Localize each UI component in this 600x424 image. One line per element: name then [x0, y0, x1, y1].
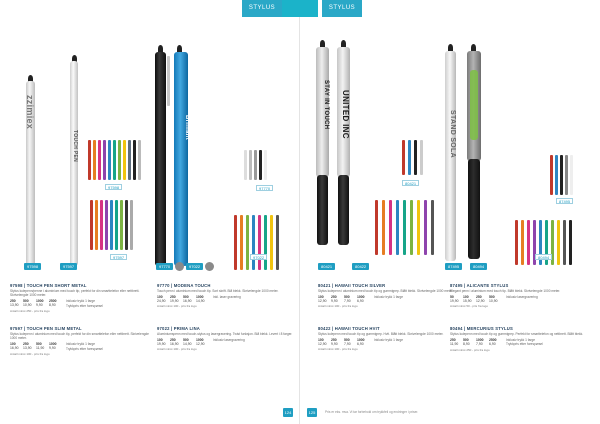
qty-cell: 250 — [10, 299, 16, 304]
product-footnote: Antall minst 250 - pris fra logo — [10, 308, 50, 313]
pen-logo-stay: STAY IN TOUCH — [323, 80, 329, 130]
stylus-tip — [158, 45, 163, 52]
pen-logo-zzimiex: zzimiex — [25, 95, 35, 130]
price-cell: 13,90 — [23, 346, 32, 351]
footer-note: Pris er eks. mva. Vi tar forbehold om trykkfeil og endringer i priser. — [325, 410, 419, 414]
pen-80422-grip — [338, 175, 349, 245]
qty-cell: 250 — [331, 338, 337, 343]
price-cell: 7,90 — [344, 342, 351, 347]
swatch-tag: 97598 — [105, 184, 122, 190]
price-cell: 8,90 — [463, 342, 470, 347]
price-cell: 9,90 — [36, 303, 43, 308]
qty-cell: 250 — [476, 295, 482, 300]
product-description: Elegant penn i aluminium med touch tip. Blått blekk. Skrivelengde 1000 meter. — [450, 289, 561, 293]
stylus-tip — [448, 44, 453, 51]
price-cell: 7,90 — [344, 299, 351, 304]
product-tag: 97597 — [60, 263, 77, 270]
product-title: 97598 | TOUCH PEN SHORT METAL — [10, 283, 87, 288]
product-tag: 97598 — [24, 263, 41, 270]
price-table — [318, 338, 458, 346]
product-description: Stylus kulepenn/penne i aluminium med touch tip, perfekt for din smarttelefon eller nettbrett. Skrivelengde 1000 meter. — [10, 289, 140, 298]
header-label-left: STYLUS — [242, 0, 282, 17]
price-cell: 14,90 — [183, 342, 192, 347]
product-description: Aluminiumspenn med touch-stylus og lasergravering. Twist funksjon. Blå blekk. Levert i 8 farger. — [157, 332, 293, 336]
qty-cell: 1000 — [49, 342, 57, 347]
price-cell: 13,90 — [10, 303, 19, 308]
header-label-right: STYLUS — [322, 0, 362, 17]
qty-cell: 100 — [318, 338, 324, 343]
page-number-right: 125 — [308, 410, 316, 415]
price-table — [318, 295, 458, 303]
product-tag: 80494 — [470, 263, 487, 270]
qty-cell: 100 — [157, 338, 163, 343]
price-cell: 14,90 — [196, 299, 205, 304]
pen-clip — [167, 56, 170, 106]
qty-cell: 1000 — [357, 295, 365, 300]
price-note: Inklusiv trykk 1 farge Trykkpris etter forespørsel — [506, 338, 543, 347]
stylus-tip — [177, 45, 182, 52]
stylus-tip — [341, 40, 346, 47]
price-cell: 24,90 — [157, 299, 166, 304]
stylus-tip — [320, 40, 325, 47]
price-cell: 9,90 — [49, 346, 56, 351]
price-table — [157, 338, 297, 346]
price-note: Inklusiv lasergravering — [506, 295, 538, 300]
product-footnote: Antall minst 100 - pris fra logo — [157, 347, 197, 352]
product-block-80421 — [318, 283, 458, 308]
product-title: 97770 | MODENA TOUCH — [157, 283, 211, 288]
price-cell: 8,90 — [49, 303, 56, 308]
qty-cell: 1000 — [196, 338, 204, 343]
price-cell: 11,90 — [450, 342, 459, 347]
pen-80421-grip — [317, 175, 328, 245]
qty-cell: 250 — [450, 338, 456, 343]
price-cell: 6,90 — [357, 342, 364, 347]
swatch-tag: 97022 — [250, 254, 267, 260]
price-cell: 11,90 — [36, 346, 45, 351]
page-gutter — [299, 0, 300, 424]
product-block-97770 — [157, 283, 297, 308]
swatch-tag: 97770 — [256, 185, 273, 191]
product-title: 97597 | TOUCH PEN SLIM METAL — [10, 326, 82, 331]
qty-cell: 2500 — [489, 338, 497, 343]
price-cell: 15,90 — [463, 299, 472, 304]
swatch-tag: 97597 — [110, 254, 127, 260]
price-table — [450, 295, 590, 303]
product-tag: 97022 — [186, 263, 203, 270]
price-cell: 6,90 — [489, 342, 496, 347]
product-tag: 80421 — [318, 263, 335, 270]
price-note: Inklusiv trykk 1 farge Trykkpris etter forespørsel — [66, 342, 103, 351]
qty-cell: 1000 — [357, 338, 365, 343]
product-block-97598 — [10, 283, 150, 313]
price-cell: 19,90 — [157, 342, 166, 347]
product-title: 80494 | MERCURIUS STYLUS — [450, 326, 513, 331]
qty-cell: 50 — [450, 295, 454, 300]
qty-cell: 1000 — [36, 299, 44, 304]
qty-cell: 500 — [463, 338, 469, 343]
pen-80494-grip — [468, 159, 480, 259]
stylus-tip — [471, 44, 476, 51]
product-description: Touch penn i aluminium med touch tip. Sort skrift. Blå blekk. Skrivelengde 1000 meter. — [157, 289, 279, 293]
price-cell: 19,90 — [170, 299, 179, 304]
product-footnote: Antall minst 50 - pris fra logo — [450, 304, 489, 309]
price-cell: 7,90 — [476, 342, 483, 347]
pen-logo-brilliant: Brilliant — [184, 115, 190, 141]
right-product-photos — [310, 20, 590, 270]
pen-logo-united: UNITED INC — [341, 90, 350, 139]
product-tag: 80422 — [352, 263, 369, 270]
qty-cell: 500 — [489, 295, 495, 300]
price-note: Inklusiv trykk 1 farge — [374, 338, 404, 343]
qty-cell: 100 — [463, 295, 469, 300]
product-tag: 97770 — [156, 263, 173, 270]
qty-cell: 250 — [170, 338, 176, 343]
qty-cell: 500 — [183, 295, 189, 300]
price-cell: 12,90 — [476, 299, 485, 304]
product-description: Stylus kulepenn med touch tip og gummigrep. Perfekt for smarttelefon og nettbrett. Blått blekk. — [450, 332, 584, 336]
product-description: Stylus kulepenn i aluminium med touch tip, perfekt for din smarttelefon eller nettbrett. Skrivelengde 1000 meter. — [10, 332, 149, 341]
price-cell: 12,90 — [196, 342, 205, 347]
pen-logo-stand: STAND SOLA — [449, 110, 456, 158]
price-note: Inkl. laser gravering — [213, 295, 241, 300]
price-note: Inklusiv trykk 1 farge — [374, 295, 404, 300]
qty-cell: 100 — [10, 342, 16, 347]
price-table — [450, 338, 590, 346]
qty-cell: 500 — [23, 299, 29, 304]
pen-97597 — [70, 61, 78, 266]
header-center-bar — [282, 0, 318, 17]
qty-cell: 500 — [344, 295, 350, 300]
price-cell: 12,90 — [318, 342, 327, 347]
price-note: Inklusiv trykk 1 farge Trykkpris etter forespørsel — [66, 299, 103, 308]
qty-cell: 250 — [23, 342, 29, 347]
product-description: Stylus kulepenn i aluminium med touch tip og gummigrep. Blått blekk. Skrivelengde 1000 meter. — [318, 289, 454, 293]
product-block-80494 — [450, 326, 590, 352]
product-title: 80422 | HAWAII TOUCH HVIT — [318, 326, 380, 331]
price-table — [10, 299, 150, 307]
qty-cell: 2500 — [49, 299, 57, 304]
swatch-tag: 80494 — [535, 254, 552, 260]
product-block-87495 — [450, 283, 590, 308]
product-title: 87495 | ALICANTE STYLUS — [450, 283, 509, 288]
price-table — [157, 295, 297, 303]
product-footnote: Antall minst 100 - pris fra logo — [318, 347, 358, 352]
qty-cell: 100 — [318, 295, 324, 300]
product-block-97597 — [10, 326, 150, 356]
page-number-left: 124 — [284, 410, 292, 415]
swatch-tag: 80421 — [402, 180, 419, 186]
product-footnote: Antall minst 100 - pris fra logo — [10, 351, 50, 356]
qty-cell: 250 — [170, 295, 176, 300]
product-block-80422 — [318, 326, 458, 351]
qty-cell: 500 — [344, 338, 350, 343]
product-footnote: Antall minst 100 - pris fra logo — [318, 304, 358, 309]
product-tag: 87495 — [445, 263, 462, 270]
price-cell: 16,90 — [170, 342, 179, 347]
qty-cell: 500 — [183, 338, 189, 343]
pen-97770-blue — [174, 52, 188, 266]
product-title: 97022 | PRIMA LINA — [157, 326, 201, 331]
pen-97770-black — [155, 52, 166, 266]
price-cell: 16,90 — [10, 346, 19, 351]
product-block-97022 — [157, 326, 297, 351]
product-footnote: Antall minst 250 - pris fra logo — [450, 347, 490, 352]
price-cell: 16,90 — [183, 299, 192, 304]
pen-logo-touch: TOUCH PEN — [72, 130, 78, 163]
product-footnote: Antall minst 100 - pris fra logo — [157, 304, 197, 309]
price-cell: 9,90 — [331, 299, 338, 304]
price-note: Inklusiv lasergravering — [213, 338, 245, 343]
swatch-tag: 87495 — [556, 198, 573, 204]
price-cell: 6,90 — [357, 299, 364, 304]
new-badge — [175, 262, 184, 271]
product-title: 80421 | HAWAII TOUCH SILVER — [318, 283, 386, 288]
left-product-photos — [10, 20, 290, 270]
price-cell: 9,90 — [331, 342, 338, 347]
qty-cell: 1000 — [476, 338, 484, 343]
price-cell: 10,90 — [23, 303, 32, 308]
qty-cell: 500 — [36, 342, 42, 347]
product-description: Stylus kulepenn med touch tip og gummigrep. Hvit. Blått blekk. Skrivelengde 1000 meter. — [318, 332, 444, 336]
pen-80494-logo-print — [470, 70, 478, 140]
qty-cell: 250 — [331, 295, 337, 300]
price-cell: 19,90 — [450, 299, 459, 304]
qty-cell: 100 — [157, 295, 163, 300]
qty-cell: 1000 — [196, 295, 204, 300]
price-table — [10, 342, 150, 350]
new-badge — [205, 262, 214, 271]
price-cell: 10,90 — [489, 299, 498, 304]
price-cell: 12,90 — [318, 299, 327, 304]
